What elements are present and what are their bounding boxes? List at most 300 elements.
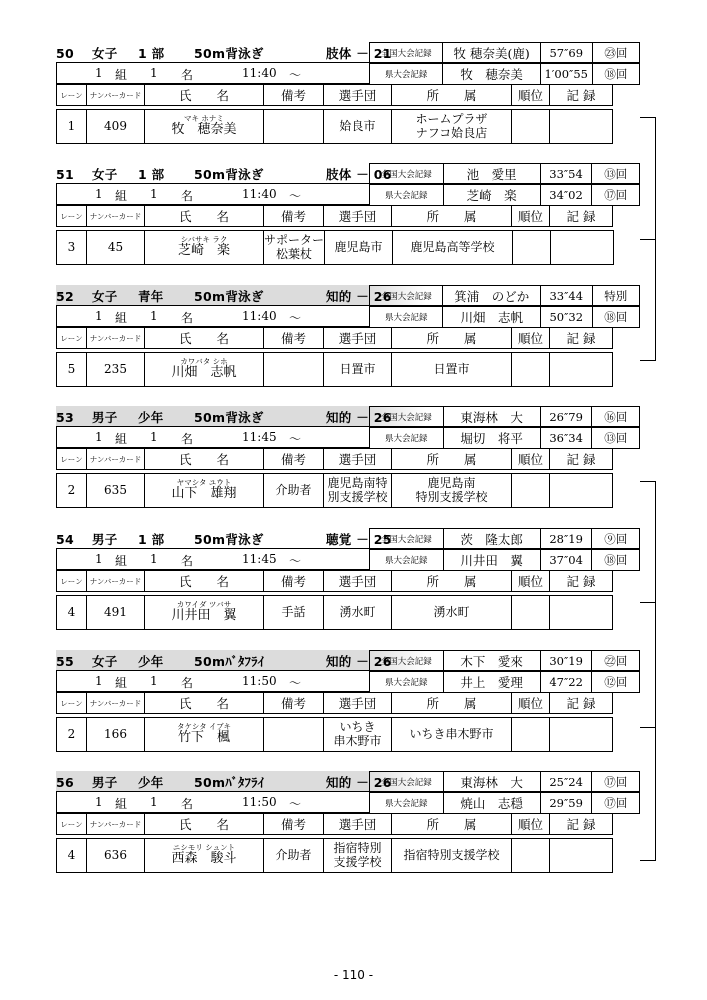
entry-name-cell: [145, 231, 264, 265]
entry-lane: 2: [57, 718, 87, 752]
entry-lane: 4: [57, 839, 87, 873]
event-division: 少年: [138, 775, 164, 790]
entry-row: [56, 473, 613, 508]
event-54: [56, 528, 640, 624]
prefectural-record-time: 1′00″55: [540, 64, 592, 85]
col-note: 備考: [264, 206, 324, 227]
group-number: 1: [95, 66, 103, 80]
group-unit: 組: [115, 189, 128, 203]
column-headers: [56, 448, 613, 470]
group-row: [56, 792, 369, 813]
event-race: 50m背泳ぎ: [194, 167, 264, 182]
entry-kana: ニシモリ シュント: [172, 842, 236, 852]
national-record-count: ㉒回: [592, 651, 640, 672]
col-affiliation: 所 属: [392, 814, 512, 835]
entry-team: 鹿児島市: [325, 231, 393, 265]
entry-card: 409: [87, 110, 145, 144]
event-number: 55: [56, 654, 74, 669]
event-51: [56, 163, 640, 261]
event-title: [56, 287, 392, 305]
col-lane: レーン: [57, 328, 87, 349]
event-division: 1 部: [138, 167, 165, 182]
entry-record: [550, 718, 613, 752]
entry-card: 166: [87, 718, 145, 752]
national-record-label: 全国大会記録: [370, 407, 444, 428]
prefectural-record-time: 37″04: [540, 550, 592, 571]
entry-name: 川畑 志帆: [171, 365, 237, 381]
event-division: 少年: [138, 410, 164, 425]
event-class: 知的 － 26: [326, 410, 392, 425]
event-sex: 男子: [92, 775, 118, 790]
group-number: 1: [95, 309, 103, 323]
entry-name: 山下 雄翔: [171, 486, 237, 502]
entry-lane: 5: [57, 353, 87, 387]
record-table: [369, 163, 640, 206]
entry-row: [56, 352, 613, 387]
participant-count: 1: [150, 552, 158, 566]
event-race: 50mﾊﾞﾀﾌﾗｲ: [194, 775, 265, 790]
start-time: 11:40: [242, 309, 277, 323]
entry-affiliation: 鹿児島高等学校: [393, 231, 513, 265]
participant-unit: 名: [181, 797, 194, 811]
prefectural-record-count: ⑱回: [592, 307, 639, 328]
group-row: [56, 184, 369, 205]
col-note: 備考: [264, 693, 324, 714]
participant-count: 1: [150, 795, 158, 809]
entry-affiliation: 日置市: [392, 353, 512, 387]
participant-unit: 名: [181, 554, 194, 568]
col-note: 備考: [264, 328, 324, 349]
col-team: 選手団: [324, 693, 392, 714]
col-card: ナンバーカード: [87, 328, 145, 349]
col-lane: レーン: [57, 206, 87, 227]
event-title: [56, 773, 392, 791]
entry-row: [56, 717, 613, 752]
national-record-row: [370, 651, 640, 672]
participant-unit: 名: [181, 432, 194, 446]
entry-record: [550, 596, 613, 630]
event-title: [56, 652, 392, 670]
entry-team: 指宿特別 支援学校: [324, 839, 392, 873]
national-record-row: [370, 772, 640, 793]
entry-name-cell: [145, 839, 264, 873]
entry-affiliation: 湧水町: [392, 596, 512, 630]
event-class: 肢体 － 21: [326, 46, 392, 61]
event-division: 1 部: [138, 46, 165, 61]
col-record: 記 録: [550, 328, 613, 349]
col-note: 備考: [264, 449, 324, 470]
time-tilde: 〜: [289, 797, 302, 811]
entry-name: 牧 穂奈美: [171, 122, 237, 138]
entry-record: [550, 839, 613, 873]
prefectural-record-time: 50″32: [540, 307, 592, 328]
col-card: ナンバーカード: [87, 814, 145, 835]
event-class: 聴覚 － 25: [326, 532, 392, 547]
event-56: [56, 771, 640, 869]
col-rank: 順位: [512, 571, 550, 592]
start-time: 11:45: [242, 430, 277, 444]
national-record-label: 全国大会記録: [370, 286, 443, 307]
entry-row: [56, 230, 614, 265]
event-sex: 男子: [92, 532, 118, 547]
entry-team: 日置市: [324, 353, 392, 387]
entry-lane: 3: [57, 231, 87, 265]
col-affiliation: 所 属: [392, 85, 512, 106]
event-division: 少年: [138, 654, 164, 669]
col-team: 選手団: [324, 85, 392, 106]
col-affiliation: 所 属: [392, 571, 512, 592]
entry-note: 介助者: [264, 839, 324, 873]
prefectural-record-count: ⑫回: [592, 672, 640, 693]
event-title: [56, 408, 392, 426]
entry-name-cell: [145, 596, 264, 630]
national-record-row: [370, 164, 640, 185]
national-record-time: 33″54: [540, 164, 592, 185]
col-rank: 順位: [512, 206, 550, 227]
national-record-time: 57″69: [540, 43, 592, 64]
prefectural-record-label: 県大会記録: [370, 185, 444, 206]
national-record-holder: 東海林 大: [443, 772, 540, 793]
national-record-holder: 牧 穂奈美(鹿): [443, 43, 540, 64]
heat-bracket-2-tick-b: [640, 727, 656, 728]
col-rank: 順位: [512, 814, 550, 835]
prefectural-record-time: 34″02: [540, 185, 592, 206]
group-row: [56, 63, 369, 84]
col-card: ナンバーカード: [87, 85, 145, 106]
participant-count: 1: [150, 66, 158, 80]
start-time: 11:50: [242, 795, 277, 809]
national-record-label: 全国大会記録: [370, 651, 444, 672]
event-title: [56, 44, 392, 62]
event-race: 50m背泳ぎ: [194, 289, 264, 304]
time-tilde: 〜: [289, 432, 302, 446]
start-time: 11:40: [242, 187, 277, 201]
col-note: 備考: [264, 814, 324, 835]
col-name: 氏 名: [145, 571, 264, 592]
start-time: 11:50: [242, 674, 277, 688]
entry-kana: シバサキ ラク: [180, 234, 228, 244]
prefectural-record-count: ⑱回: [592, 550, 640, 571]
entry-note: 手話: [264, 596, 324, 630]
column-headers: [56, 327, 613, 349]
national-record-label: 全国大会記録: [370, 529, 444, 550]
prefectural-record-holder: 牧 穂奈美: [443, 64, 540, 85]
national-record-time: 30″19: [540, 651, 592, 672]
national-record-holder: 木下 愛來: [443, 651, 540, 672]
col-rank: 順位: [512, 693, 550, 714]
group-unit: 組: [115, 432, 128, 446]
event-title: [56, 165, 392, 183]
entry-note: 介助者: [264, 474, 324, 508]
heat-bracket-2-tick-a: [640, 602, 656, 603]
prefectural-record-holder: 川井田 翼: [443, 550, 540, 571]
col-note: 備考: [264, 571, 324, 592]
prefectural-record-row: [370, 672, 640, 693]
entry-note: [264, 718, 324, 752]
participant-count: 1: [150, 309, 158, 323]
col-name: 氏 名: [145, 85, 264, 106]
entry-card: 636: [87, 839, 145, 873]
col-name: 氏 名: [145, 693, 264, 714]
col-card: ナンバーカード: [87, 206, 145, 227]
national-record-count: ⑰回: [592, 772, 640, 793]
national-record-row: [370, 407, 640, 428]
entry-affiliation: 指宿特別支援学校: [392, 839, 512, 873]
col-lane: レーン: [57, 85, 87, 106]
entry-card: 635: [87, 474, 145, 508]
prefectural-record-time: 29″59: [540, 793, 592, 814]
participant-count: 1: [150, 430, 158, 444]
national-record-holder: 茨 隆太郎: [443, 529, 540, 550]
col-name: 氏 名: [145, 328, 264, 349]
national-record-row: [370, 529, 640, 550]
entry-affiliation: いちき串木野市: [392, 718, 512, 752]
event-number: 54: [56, 532, 74, 547]
entry-kana: ヤマシタ ユウト: [176, 477, 232, 487]
entry-card: 45: [87, 231, 145, 265]
entry-lane: 2: [57, 474, 87, 508]
event-sex: 女子: [92, 289, 118, 304]
col-record: 記 録: [550, 449, 613, 470]
prefectural-record-label: 県大会記録: [370, 428, 444, 449]
entry-note: サポーター 松葉杖: [264, 231, 325, 265]
entry-note: [264, 110, 324, 144]
record-table: [369, 771, 640, 814]
col-record: 記 録: [550, 571, 613, 592]
column-headers: [56, 692, 613, 714]
national-record-count: 特別: [592, 286, 639, 307]
page-number: - 110 -: [333, 968, 374, 982]
entry-team: いちき 串木野市: [324, 718, 392, 752]
heat-bracket-1-mid: [640, 239, 656, 240]
group-unit: 組: [115, 68, 128, 82]
record-table: [369, 42, 640, 85]
time-tilde: 〜: [289, 676, 302, 690]
national-record-row: [370, 43, 640, 64]
participant-count: 1: [150, 187, 158, 201]
entry-name: 芝崎 楽: [177, 243, 230, 259]
start-time: 11:45: [242, 552, 277, 566]
col-card: ナンバーカード: [87, 571, 145, 592]
entry-row: [56, 838, 613, 873]
entry-rank: [512, 718, 550, 752]
start-time: 11:40: [242, 66, 277, 80]
national-record-time: 25″24: [540, 772, 592, 793]
prefectural-record-holder: 川畑 志帆: [443, 307, 540, 328]
event-title: [56, 530, 392, 548]
event-53: [56, 406, 640, 504]
col-team: 選手団: [324, 571, 392, 592]
time-tilde: 〜: [289, 554, 302, 568]
event-55: [56, 650, 640, 748]
prefectural-record-row: [370, 307, 640, 328]
entry-rank: [512, 110, 550, 144]
event-class: 肢体 － 06: [326, 167, 392, 182]
col-affiliation: 所 属: [392, 206, 512, 227]
group-unit: 組: [115, 797, 128, 811]
col-lane: レーン: [57, 693, 87, 714]
col-record: 記 録: [550, 85, 613, 106]
entry-record: [551, 231, 614, 265]
event-number: 53: [56, 410, 74, 425]
group-row: [56, 306, 369, 327]
prefectural-record-holder: 焼山 志穏: [443, 793, 540, 814]
group-unit: 組: [115, 311, 128, 325]
entry-rank: [512, 474, 550, 508]
col-name: 氏 名: [145, 449, 264, 470]
national-record-count: ⑨回: [592, 529, 640, 550]
event-race: 50m背泳ぎ: [194, 46, 264, 61]
national-record-count: ⑬回: [592, 164, 640, 185]
national-record-holder: 池 愛里: [443, 164, 540, 185]
entry-rank: [512, 353, 550, 387]
col-lane: レーン: [57, 449, 87, 470]
event-division: 1 部: [138, 532, 165, 547]
national-record-label: 全国大会記録: [370, 43, 443, 64]
col-affiliation: 所 属: [392, 449, 512, 470]
col-lane: レーン: [57, 814, 87, 835]
col-name: 氏 名: [145, 206, 264, 227]
prefectural-record-row: [370, 64, 640, 85]
entry-kana: カワイダ ツバサ: [176, 599, 232, 609]
record-table: [369, 406, 640, 449]
prefectural-record-row: [370, 428, 640, 449]
national-record-count: ㉓回: [592, 43, 639, 64]
entry-card: 235: [87, 353, 145, 387]
col-team: 選手団: [324, 449, 392, 470]
participant-count: 1: [150, 674, 158, 688]
record-table: [369, 528, 640, 571]
entry-team: 姶良市: [324, 110, 392, 144]
prefectural-record-holder: 堀切 将平: [443, 428, 540, 449]
col-record: 記 録: [550, 814, 613, 835]
record-table: [369, 285, 640, 328]
event-race: 50m背泳ぎ: [194, 410, 264, 425]
participant-unit: 名: [181, 676, 194, 690]
entry-rank: [513, 231, 551, 265]
time-tilde: 〜: [289, 68, 302, 82]
col-card: ナンバーカード: [87, 449, 145, 470]
column-headers: [56, 570, 613, 592]
col-affiliation: 所 属: [392, 328, 512, 349]
national-record-count: ⑯回: [592, 407, 640, 428]
prefectural-record-label: 県大会記録: [370, 672, 444, 693]
entry-kana: カワバタ シホ: [180, 356, 228, 366]
time-tilde: 〜: [289, 311, 302, 325]
prefectural-record-label: 県大会記録: [370, 793, 444, 814]
col-team: 選手団: [324, 328, 392, 349]
prefectural-record-label: 県大会記録: [370, 64, 443, 85]
event-sex: 女子: [92, 46, 118, 61]
event-class: 知的 － 26: [326, 654, 392, 669]
column-headers: [56, 813, 613, 835]
col-affiliation: 所 属: [392, 693, 512, 714]
national-record-row: [370, 286, 640, 307]
entry-name: 竹下 楓: [177, 730, 230, 746]
event-number: 56: [56, 775, 74, 790]
entry-card: 491: [87, 596, 145, 630]
col-team: 選手団: [324, 206, 392, 227]
entry-name-cell: [145, 110, 264, 144]
event-52: [56, 285, 640, 381]
entry-note: [264, 353, 324, 387]
prefectural-record-holder: 芝崎 楽: [443, 185, 540, 206]
group-unit: 組: [115, 554, 128, 568]
entry-record: [550, 353, 613, 387]
entry-rank: [512, 596, 550, 630]
participant-unit: 名: [181, 68, 194, 82]
event-number: 52: [56, 289, 74, 304]
col-record: 記 録: [550, 693, 613, 714]
entry-rank: [512, 839, 550, 873]
entry-kana: タケシタ イブキ: [177, 721, 231, 731]
national-record-time: 26″79: [540, 407, 592, 428]
col-rank: 順位: [512, 449, 550, 470]
prefectural-record-time: 36″34: [540, 428, 592, 449]
entry-affiliation: ホームプラザ ナフコ姶良店: [392, 110, 512, 144]
participant-unit: 名: [181, 311, 194, 325]
entry-name-cell: [145, 474, 264, 508]
national-record-label: 全国大会記録: [370, 164, 444, 185]
event-sex: 男子: [92, 410, 118, 425]
column-headers: [56, 84, 613, 106]
entry-team: 鹿児島南特 別支援学校: [324, 474, 392, 508]
col-note: 備考: [264, 85, 324, 106]
prefectural-record-row: [370, 793, 640, 814]
event-race: 50m背泳ぎ: [194, 532, 264, 547]
col-team: 選手団: [324, 814, 392, 835]
entry-record: [550, 110, 613, 144]
group-number: 1: [95, 552, 103, 566]
group-number: 1: [95, 430, 103, 444]
event-50: [56, 42, 640, 140]
entry-name-cell: [145, 718, 264, 752]
heat-bracket-2: [640, 481, 656, 861]
event-class: 知的 － 26: [326, 289, 392, 304]
prefectural-record-label: 県大会記録: [370, 550, 444, 571]
group-row: [56, 427, 369, 448]
prefectural-record-row: [370, 550, 640, 571]
col-record: 記 録: [550, 206, 613, 227]
col-card: ナンバーカード: [87, 693, 145, 714]
prefectural-record-count: ⑰回: [592, 793, 640, 814]
column-headers: [56, 205, 613, 227]
prefectural-record-count: ⑬回: [592, 428, 640, 449]
col-name: 氏 名: [145, 814, 264, 835]
prefectural-record-time: 47″22: [540, 672, 592, 693]
group-row: [56, 671, 369, 692]
event-number: 51: [56, 167, 74, 182]
prefectural-record-holder: 井上 愛理: [443, 672, 540, 693]
entry-name: 西森 駿斗: [171, 851, 237, 867]
record-table: [369, 650, 640, 693]
entry-lane: 1: [57, 110, 87, 144]
event-race: 50mﾊﾞﾀﾌﾗｲ: [194, 654, 265, 669]
col-rank: 順位: [512, 328, 550, 349]
entry-row: [56, 595, 613, 630]
event-class: 知的 － 26: [326, 775, 392, 790]
entry-record: [550, 474, 613, 508]
prefectural-record-count: ⑰回: [592, 185, 640, 206]
group-unit: 組: [115, 676, 128, 690]
col-rank: 順位: [512, 85, 550, 106]
event-sex: 女子: [92, 654, 118, 669]
national-record-time: 28″19: [540, 529, 592, 550]
col-lane: レーン: [57, 571, 87, 592]
prefectural-record-count: ⑱回: [592, 64, 639, 85]
group-number: 1: [95, 674, 103, 688]
event-division: 青年: [138, 289, 164, 304]
